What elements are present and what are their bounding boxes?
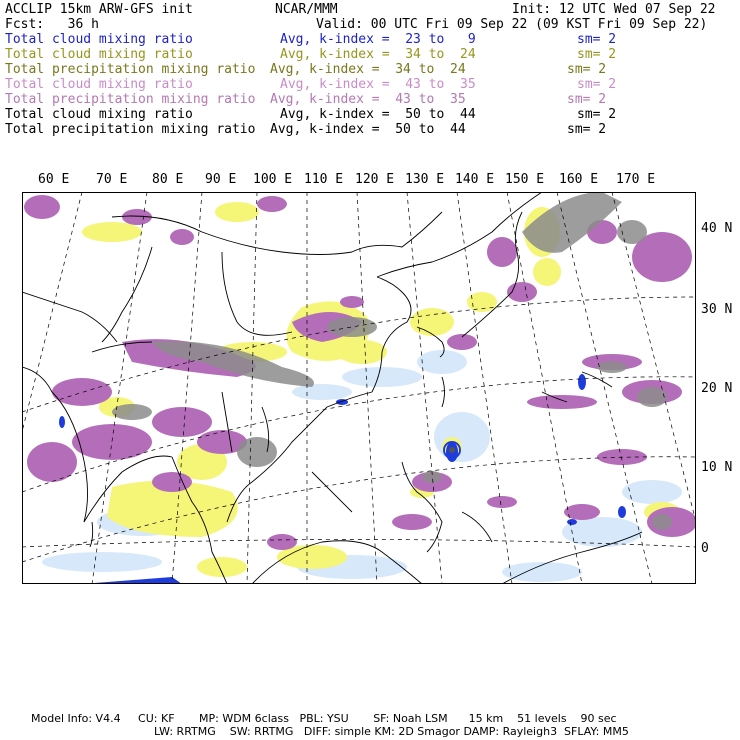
lat-label: 40 N xyxy=(701,221,733,236)
legend-field: Total cloud mixing ratio xyxy=(5,77,193,92)
forecast-hour: Fcst: 36 h xyxy=(5,17,99,32)
legend-sm: sm= 2 xyxy=(567,62,607,77)
lon-label: 90 E xyxy=(205,172,237,187)
lat-label: 0 xyxy=(701,541,709,556)
legend-row xyxy=(5,122,735,137)
lon-label: 110 E xyxy=(304,172,344,187)
legend-row xyxy=(5,92,735,107)
legend-row xyxy=(5,62,735,77)
model-info-line1: Model Info: V4.4 CU: KF MP: WDM 6class PBL: YSU SF: Noah LSM 15 km 51 levels 90 sec xyxy=(31,712,617,725)
lon-label: 70 E xyxy=(96,172,128,187)
lon-label: 60 E xyxy=(38,172,70,187)
lat-label: 30 N xyxy=(701,302,733,317)
lon-label: 80 E xyxy=(152,172,184,187)
legend-field: Total cloud mixing ratio xyxy=(5,32,193,47)
lon-label: 160 E xyxy=(559,172,599,187)
legend-sm: sm= 2 xyxy=(567,122,607,137)
legend-avg: Avg, k-index = 50 to 44 xyxy=(280,107,476,122)
model-info-line2: LW: RRTMG SW: RRTMG DIFF: simple KM: 2D Smagor DAMP: Rayleigh3 SFLAY: MM5 xyxy=(154,725,629,738)
legend-sm: sm= 2 xyxy=(577,77,617,92)
legend-field: Total precipitation mixing ratio xyxy=(5,62,256,77)
lon-label: 130 E xyxy=(405,172,445,187)
legend-avg: Avg, k-index = 50 to 44 xyxy=(270,122,466,137)
legend-row xyxy=(5,32,735,47)
legend-row xyxy=(5,47,735,62)
legend-sm: sm= 2 xyxy=(567,92,607,107)
init-time: Init: 12 UTC Wed 07 Sep 22 xyxy=(512,2,716,17)
legend-sm: sm= 2 xyxy=(577,107,617,122)
map-panel xyxy=(22,192,696,584)
legend-field: Total precipitation mixing ratio xyxy=(5,92,256,107)
lon-label: 150 E xyxy=(505,172,545,187)
legend-avg: Avg, k-index = 43 to 35 xyxy=(280,77,476,92)
legend-sm: sm= 2 xyxy=(577,47,617,62)
lon-label: 170 E xyxy=(616,172,656,187)
lon-label: 140 E xyxy=(455,172,495,187)
legend-sm: sm= 2 xyxy=(577,32,617,47)
legend-field: Total cloud mixing ratio xyxy=(5,47,193,62)
lon-label: 100 E xyxy=(253,172,293,187)
model-title: ACCLIP 15km ARW-GFS init xyxy=(5,2,193,17)
lat-label: 20 N xyxy=(701,381,733,396)
legend-field: Total precipitation mixing ratio xyxy=(5,122,256,137)
lat-label: 10 N xyxy=(701,460,733,475)
legend-avg: Avg, k-index = 34 to 24 xyxy=(270,62,466,77)
legend-avg: Avg, k-index = 34 to 24 xyxy=(280,47,476,62)
legend-row xyxy=(5,77,735,92)
legend-row xyxy=(5,107,735,122)
legend-avg: Avg, k-index = 23 to 9 xyxy=(280,32,476,47)
legend-avg: Avg, k-index = 43 to 35 xyxy=(270,92,466,107)
org-label: NCAR/MMM xyxy=(275,2,338,17)
valid-time: Valid: 00 UTC Fri 09 Sep 22 (09 KST Fri 09 Sep 22) xyxy=(316,17,708,32)
lon-label: 120 E xyxy=(355,172,395,187)
legend-field: Total cloud mixing ratio xyxy=(5,107,193,122)
